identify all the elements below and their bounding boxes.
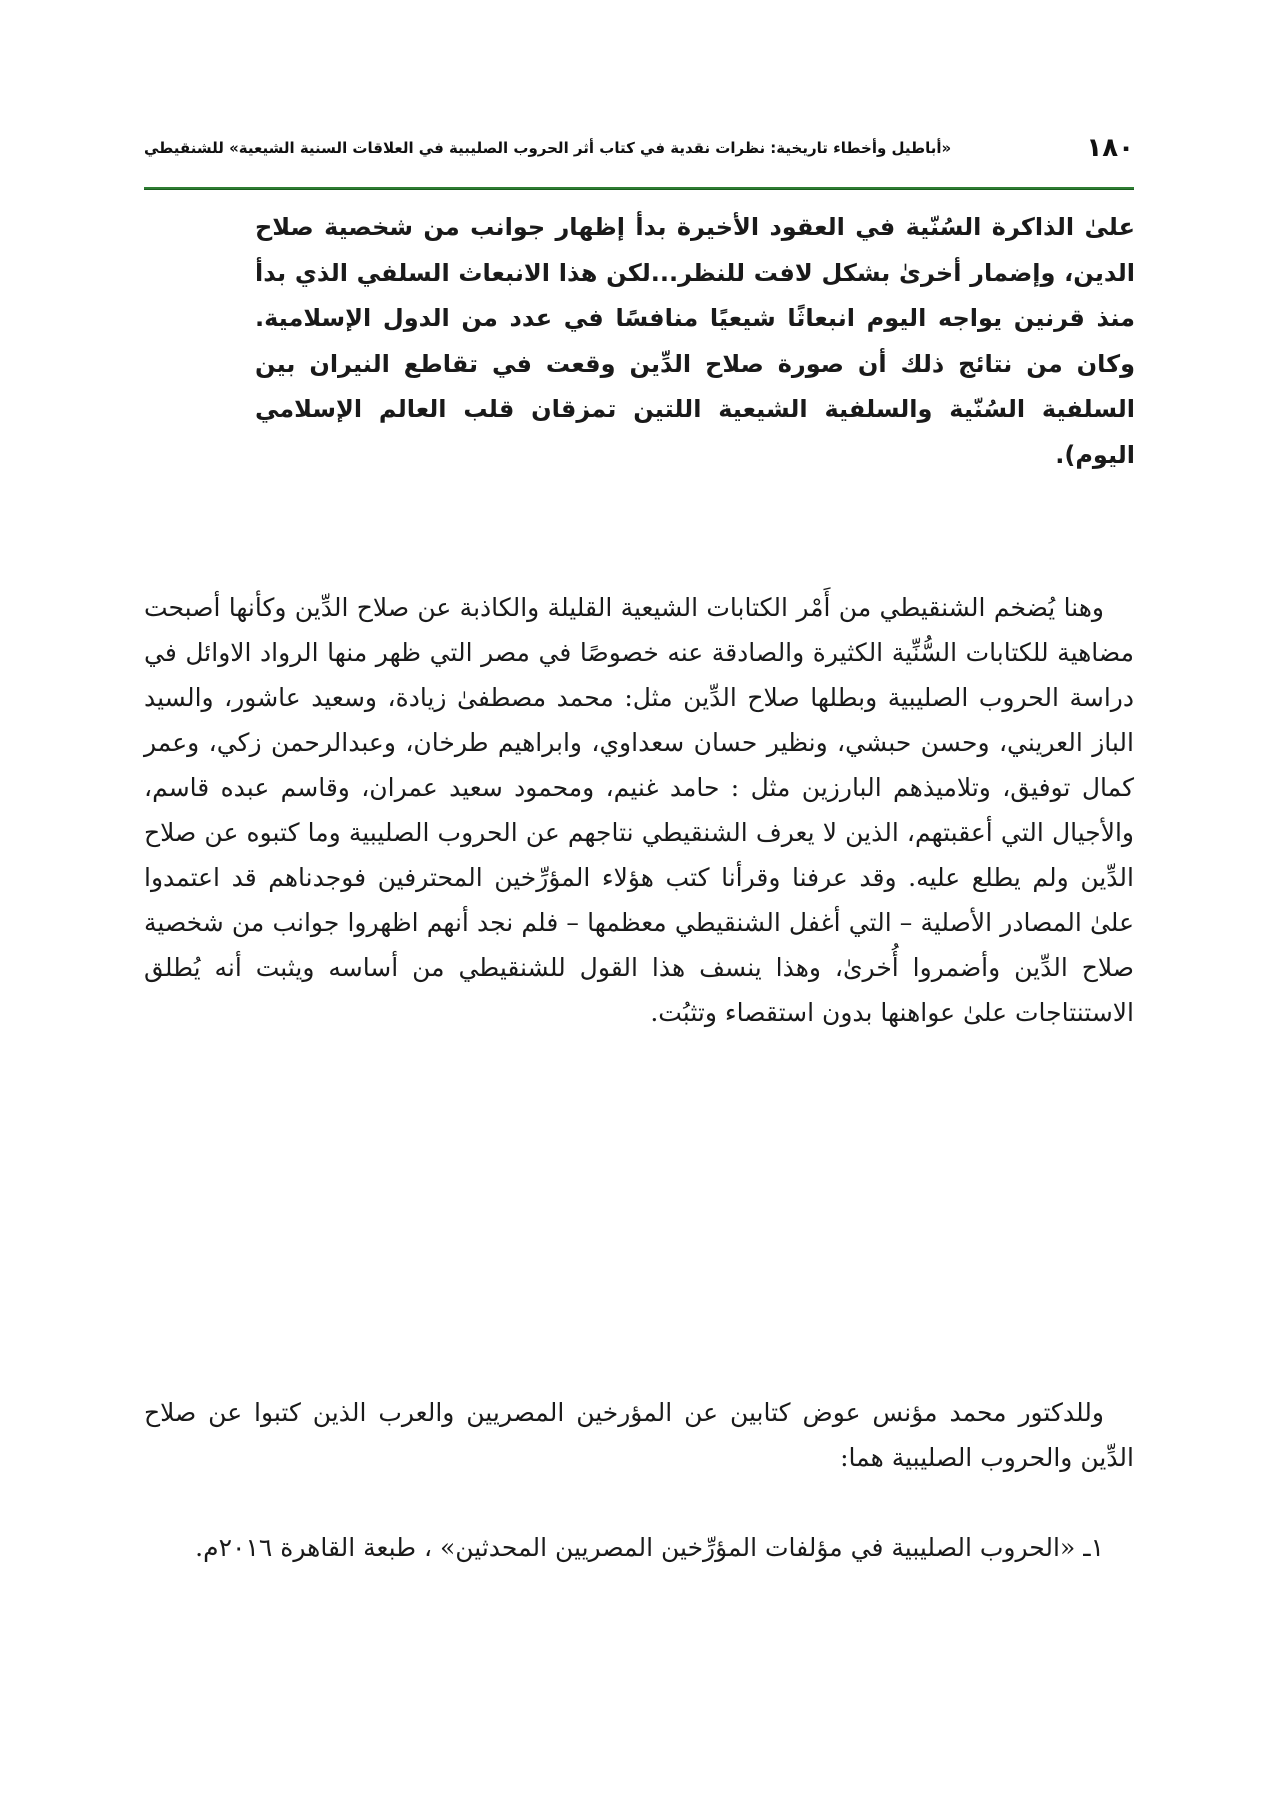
paragraph-text: وللدكتور محمد مؤنس عوض كتابين عن المؤرخين المصريين والعرب الذين كتبوا عن صلاح الدِّين والحروب الصليبية هما: [144, 1398, 1134, 1472]
quote-text: علىٰ الذاكرة السُنّية في العقود الأخيرة بدأ إظهار جوانب من شخصية صلاح الدين، وإضمار أخرىٰ بشكل لافت للنظر...لكن هذا الانبعاث السلفي الذي بدأ منذ قرنين يواجه اليوم انبعاثًا شيعيًا منافسًا في عدد من الدول الإسلامية. وكان من نتائج ذلك أن صورة صلاح الدِّين وقعت في تقاطع النيران بين السلفية السُنّية والسلفية الشيعية اللتين تمزقان قلب العالم الإسلامي اليوم). [255, 213, 1135, 469]
body-paragraph [144, 1390, 1134, 1480]
header-divider [144, 187, 1134, 190]
block-quote [255, 205, 1135, 478]
list-item [144, 1525, 1134, 1570]
running-title: «أباطيل وأخطاء تاريخية: نظرات نقدية في كتاب أثر الحروب الصليبية في العلاقات السنية الشيعية» للشنقيطي [144, 139, 952, 157]
body-paragraph [144, 585, 1134, 1035]
page-number: ١٨٠ [1086, 133, 1134, 163]
running-header [144, 128, 1134, 168]
paragraph-text: وهنا يُضخم الشنقيطي من أَمْر الكتابات الشيعية القليلة والكاذبة عن صلاح الدِّين وكأنها أصبحت مضاهية للكتابات السُّنِّية الكثيرة والصادقة عنه خصوصًا في مصر التي ظهر منها الرواد الاوائل في دراسة الحروب الصليبية وبطلها صلاح الدِّين مثل: محمد مصطفىٰ زيادة، وسعيد عاشور، والسيد الباز العريني، وحسن حبشي، ونظير حسان سعداوي، وابراهيم طرخان، وعبدالرحمن زكي، وعمر كمال توفيق، وتلاميذهم البارزين مثل : حامد غنيم، ومحمود سعيد عمران، وقاسم عبده قاسم، والأجيال التي أعقبتهم، الذين لا يعرف الشنقيطي نتاجهم عن الحروب الصليبية وما كتبوه عن صلاح الدِّين ولم يطلع عليه. وقد عرفنا وقرأنا كتب هؤلاء المؤرِّخين المحترفين فوجدناهم قد اعتمدوا علىٰ المصادر الأصلية – التي أغفل الشنقيطي معظمها – فلم نجد أنهم اظهروا جوانب من شخصية صلاح الدِّين وأضمروا أُخرىٰ، وهذا ينسف هذا القول للشنقيطي من أساسه ويثبت أنه يُطلق الاستنتاجات علىٰ عواهنها بدون استقصاء وتثبُت. [144, 593, 1134, 1027]
list-item-text: ١ـ «الحروب الصليبية في مؤلفات المؤرِّخين المصريين المحدثين» ، طبعة القاهرة ٢٠١٦م. [195, 1533, 1104, 1562]
